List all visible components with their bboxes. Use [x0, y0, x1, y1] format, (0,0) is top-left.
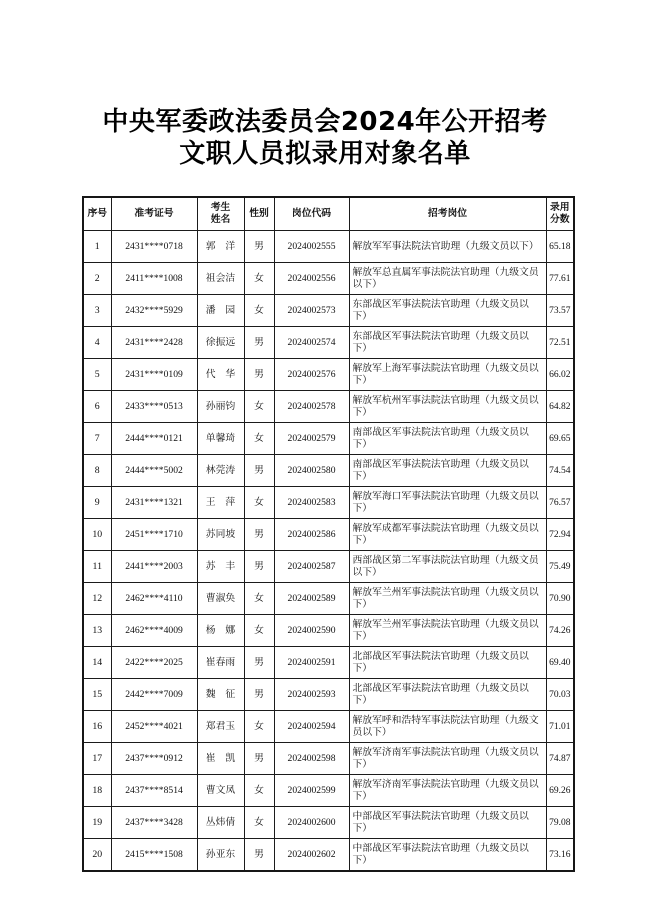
cell-gender: 女: [244, 711, 274, 743]
cell-name: 王 萍: [197, 487, 244, 519]
cell-position: 北部战区军事法院法官助理（九级文员以下）: [349, 647, 546, 679]
cell-position: 东部战区军事法院法官助理（九级文员以下）: [349, 327, 546, 359]
cell-score: 76.57: [546, 487, 574, 519]
cell-code: 2024002594: [274, 711, 349, 743]
cell-no: 1: [83, 231, 111, 263]
cell-position: 解放军成都军事法院法官助理（九级文员以下）: [349, 519, 546, 551]
cell-position: 解放军军事法院法官助理（九级文员以下）: [349, 231, 546, 263]
cell-gender: 男: [244, 359, 274, 391]
cell-gender: 男: [244, 647, 274, 679]
cell-name: 祖会洁: [197, 263, 244, 295]
table-row: [83, 551, 574, 583]
cell-name: 魏 征: [197, 679, 244, 711]
cell-name: 徐振远: [197, 327, 244, 359]
cell-ticket: 2441****2003: [111, 551, 197, 583]
cell-gender: 女: [244, 615, 274, 647]
cell-name: 崔春雨: [197, 647, 244, 679]
table-row: [83, 231, 574, 263]
cell-ticket: 2437****8514: [111, 775, 197, 807]
page-title: [0, 0, 650, 170]
cell-position: 解放军杭州军事法院法官助理（九级文员以下）: [349, 391, 546, 423]
cell-score: 73.57: [546, 295, 574, 327]
cell-no: 19: [83, 807, 111, 839]
cell-no: 15: [83, 679, 111, 711]
cell-score: 69.26: [546, 775, 574, 807]
cell-position: 北部战区军事法院法官助理（九级文员以下）: [349, 679, 546, 711]
table-row: [83, 487, 574, 519]
cell-position: 解放军总直属军事法院法官助理（九级文员以下）: [349, 263, 546, 295]
cell-code: 2024002586: [274, 519, 349, 551]
cell-no: 3: [83, 295, 111, 327]
table-row: [83, 679, 574, 711]
cell-code: 2024002579: [274, 423, 349, 455]
cell-gender: 男: [244, 839, 274, 872]
table-row: [83, 743, 574, 775]
cell-name: 苏同坡: [197, 519, 244, 551]
cell-no: 7: [83, 423, 111, 455]
header-score: 录用分数: [546, 197, 574, 231]
table-row: [83, 839, 574, 872]
header-gender: 性别: [244, 197, 274, 231]
cell-gender: 女: [244, 295, 274, 327]
cell-no: 17: [83, 743, 111, 775]
cell-code: 2024002600: [274, 807, 349, 839]
cell-position: 解放军海口军事法院法官助理（九级文员以下）: [349, 487, 546, 519]
cell-ticket: 2462****4009: [111, 615, 197, 647]
cell-name: 林莞涛: [197, 455, 244, 487]
cell-name: 潘 园: [197, 295, 244, 327]
cell-gender: 女: [244, 423, 274, 455]
cell-no: 13: [83, 615, 111, 647]
table-row: [83, 807, 574, 839]
table-row: [83, 775, 574, 807]
cell-name: 杨 娜: [197, 615, 244, 647]
cell-no: 9: [83, 487, 111, 519]
cell-ticket: 2437****3428: [111, 807, 197, 839]
cell-gender: 男: [244, 679, 274, 711]
cell-no: 16: [83, 711, 111, 743]
cell-no: 12: [83, 583, 111, 615]
cell-code: 2024002602: [274, 839, 349, 872]
cell-code: 2024002599: [274, 775, 349, 807]
cell-name: 单馨琦: [197, 423, 244, 455]
cell-name: 曹淑奂: [197, 583, 244, 615]
cell-gender: 男: [244, 519, 274, 551]
header-row: [83, 197, 574, 231]
header-name: [197, 197, 244, 231]
header-code: 岗位代码: [274, 197, 349, 231]
cell-code: 2024002580: [274, 455, 349, 487]
table-row: [83, 455, 574, 487]
cell-ticket: 2431****0718: [111, 231, 197, 263]
table-row: [83, 423, 574, 455]
cell-gender: 女: [244, 263, 274, 295]
cell-ticket: 2433****0513: [111, 391, 197, 423]
cell-name: 孙丽钧: [197, 391, 244, 423]
cell-name: 代 华: [197, 359, 244, 391]
cell-code: 2024002598: [274, 743, 349, 775]
cell-ticket: 2451****1710: [111, 519, 197, 551]
cell-score: 71.01: [546, 711, 574, 743]
cell-name: 丛炜倩: [197, 807, 244, 839]
cell-code: 2024002583: [274, 487, 349, 519]
cell-score: 72.94: [546, 519, 574, 551]
cell-score: 64.82: [546, 391, 574, 423]
cell-position: 南部战区军事法院法官助理（九级文员以下）: [349, 423, 546, 455]
cell-position: 中部战区军事法院法官助理（九级文员以下）: [349, 807, 546, 839]
cell-ticket: 2432****5929: [111, 295, 197, 327]
cell-ticket: 2452****4021: [111, 711, 197, 743]
cell-code: 2024002578: [274, 391, 349, 423]
cell-position: 解放军上海军事法院法官助理（九级文员以下）: [349, 359, 546, 391]
cell-gender: 女: [244, 807, 274, 839]
cell-score: 69.65: [546, 423, 574, 455]
cell-name: 郑君玉: [197, 711, 244, 743]
table-body: [83, 231, 574, 872]
header-name-text: 考生姓名: [210, 202, 231, 225]
cell-position: 解放军济南军事法院法官助理（九级文员以下）: [349, 775, 546, 807]
cell-code: 2024002587: [274, 551, 349, 583]
cell-ticket: 2442****7009: [111, 679, 197, 711]
cell-position: 解放军兰州军事法院法官助理（九级文员以下）: [349, 583, 546, 615]
cell-no: 6: [83, 391, 111, 423]
cell-name: 孙亚东: [197, 839, 244, 872]
cell-score: 73.16: [546, 839, 574, 872]
cell-ticket: 2431****0109: [111, 359, 197, 391]
cell-gender: 女: [244, 487, 274, 519]
table-row: [83, 615, 574, 647]
cell-position: 解放军济南军事法院法官助理（九级文员以下）: [349, 743, 546, 775]
table-row: [83, 359, 574, 391]
cell-code: 2024002593: [274, 679, 349, 711]
cell-position: 南部战区军事法院法官助理（九级文员以下）: [349, 455, 546, 487]
table-row: [83, 647, 574, 679]
cell-gender: 男: [244, 743, 274, 775]
cell-no: 14: [83, 647, 111, 679]
cell-score: 75.49: [546, 551, 574, 583]
header-position: 招考岗位: [349, 197, 546, 231]
cell-code: 2024002589: [274, 583, 349, 615]
cell-code: 2024002576: [274, 359, 349, 391]
cell-ticket: 2444****5002: [111, 455, 197, 487]
cell-score: 69.40: [546, 647, 574, 679]
cell-ticket: 2415****1508: [111, 839, 197, 872]
table-row: [83, 711, 574, 743]
cell-gender: 男: [244, 327, 274, 359]
cell-score: 72.51: [546, 327, 574, 359]
cell-score: 65.18: [546, 231, 574, 263]
table-row: [83, 295, 574, 327]
cell-gender: 男: [244, 455, 274, 487]
cell-code: 2024002555: [274, 231, 349, 263]
header-no: 序号: [83, 197, 111, 231]
cell-code: 2024002556: [274, 263, 349, 295]
table-row: [83, 391, 574, 423]
cell-name: 苏 丰: [197, 551, 244, 583]
cell-score: 74.54: [546, 455, 574, 487]
cell-score: 79.08: [546, 807, 574, 839]
cell-name: 崔 凯: [197, 743, 244, 775]
table-row: [83, 583, 574, 615]
cell-ticket: 2462****4110: [111, 583, 197, 615]
cell-code: 2024002590: [274, 615, 349, 647]
cell-ticket: 2422****2025: [111, 647, 197, 679]
cell-no: 10: [83, 519, 111, 551]
table-row: [83, 519, 574, 551]
cell-position: 中部战区军事法院法官助理（九级文员以下）: [349, 839, 546, 872]
cell-code: 2024002574: [274, 327, 349, 359]
cell-gender: 男: [244, 551, 274, 583]
header-ticket: 准考证号: [111, 197, 197, 231]
page-title-line1: 中央军委政法委员会2024年公开招考: [102, 107, 548, 137]
cell-name: 曹文凤: [197, 775, 244, 807]
cell-no: 11: [83, 551, 111, 583]
cell-no: 5: [83, 359, 111, 391]
cell-score: 74.87: [546, 743, 574, 775]
cell-ticket: 2431****1321: [111, 487, 197, 519]
cell-ticket: 2431****2428: [111, 327, 197, 359]
table-row: [83, 263, 574, 295]
cell-no: 20: [83, 839, 111, 872]
cell-name: 郭 洋: [197, 231, 244, 263]
table-row: [83, 327, 574, 359]
cell-ticket: 2444****0121: [111, 423, 197, 455]
cell-no: 8: [83, 455, 111, 487]
cell-gender: 女: [244, 775, 274, 807]
cell-no: 18: [83, 775, 111, 807]
cell-score: 66.02: [546, 359, 574, 391]
cell-gender: 女: [244, 391, 274, 423]
cell-gender: 男: [244, 231, 274, 263]
cell-code: 2024002591: [274, 647, 349, 679]
cell-score: 74.26: [546, 615, 574, 647]
cell-score: 70.03: [546, 679, 574, 711]
cell-position: 西部战区第二军事法院法官助理（九级文员以下）: [349, 551, 546, 583]
cell-code: 2024002573: [274, 295, 349, 327]
cell-position: 东部战区军事法院法官助理（九级文员以下）: [349, 295, 546, 327]
cell-no: 2: [83, 263, 111, 295]
cell-ticket: 2411****1008: [111, 263, 197, 295]
cell-position: 解放军兰州军事法院法官助理（九级文员以下）: [349, 615, 546, 647]
page-title-line2: 文职人员拟录用对象名单: [179, 139, 471, 169]
roster-table: [82, 196, 575, 872]
cell-gender: 女: [244, 583, 274, 615]
cell-score: 70.90: [546, 583, 574, 615]
cell-ticket: 2437****0912: [111, 743, 197, 775]
cell-score: 77.61: [546, 263, 574, 295]
cell-position: 解放军呼和浩特军事法院法官助理（九级文员以下）: [349, 711, 546, 743]
cell-no: 4: [83, 327, 111, 359]
